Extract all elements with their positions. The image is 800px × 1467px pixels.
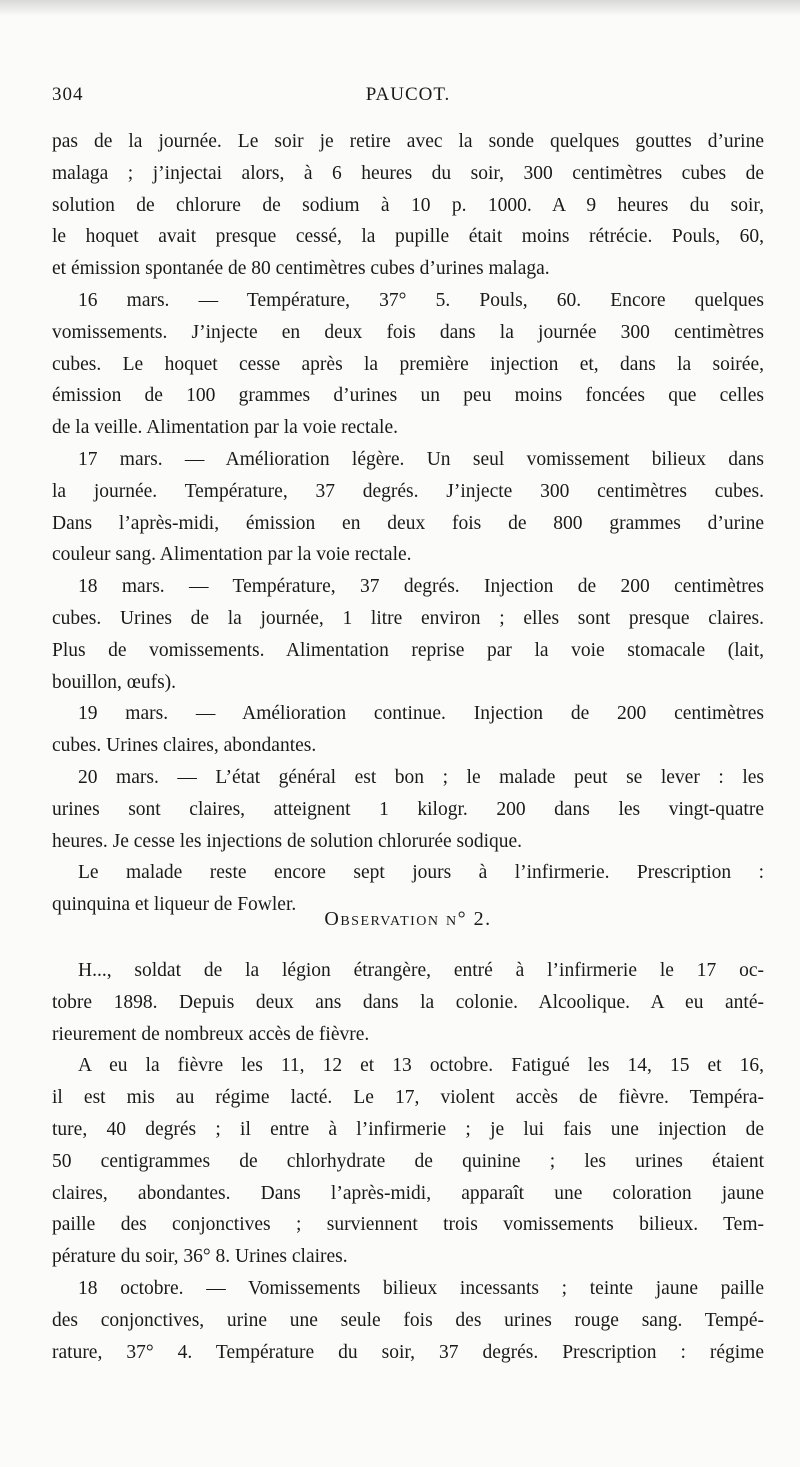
- text-line: le hoquet avait presque cessé, la pupille était moins rétrécie. Pouls, 60,: [52, 226, 764, 248]
- text-line: pas de la journée. Le soir je retire avec la sonde quelques gouttes d’urine: [52, 131, 764, 152]
- text-line: quinquina et liqueur de Fowler.: [52, 894, 297, 916]
- text-line: vomissements. J’injecte en deux fois dans la journée 300 centimètres: [52, 321, 764, 343]
- text-line: bouillon, œufs).: [52, 671, 177, 693]
- text-line: Plus de vomissements. Alimentation reprise par la voie stomacale (lait,: [52, 639, 764, 661]
- text-line: claires, abondantes. Dans l’après-midi, apparaît une coloration jaune: [52, 1182, 764, 1204]
- text-line: tobre 1898. Depuis deux ans dans la colonie. Alcoolique. A eu anté-: [52, 991, 764, 1013]
- text-line: rature, 37° 4. Température du soir, 37 degrés. Prescription : régime: [52, 1341, 764, 1363]
- text-line: des conjonctives, urine une seule fois des urines rouge sang. Tempé-: [52, 1309, 764, 1331]
- text-line: Dans l’après-midi, émission en deux fois de 800 grammes d’urine: [52, 512, 764, 534]
- text-line: rieurement de nombreux accès de fièvre.: [52, 1023, 370, 1045]
- page-number: 304: [52, 84, 84, 105]
- body-text-observation-two: [52, 955, 764, 1368]
- text-line: 19 mars. — Amélioration continue. Injection de 200 centimètres: [78, 703, 764, 725]
- text-line: il est mis au régime lacté. Le 17, violent accès de fièvre. Tempéra-: [52, 1087, 764, 1109]
- text-line: cubes. Urines de la journée, 1 litre environ ; elles sont presque claires.: [52, 607, 764, 629]
- text-line: heures. Je cesse les injections de solution chlorurée sodique.: [52, 830, 523, 852]
- text-line: couleur sang. Alimentation par la voie rectale.: [52, 544, 412, 566]
- text-line: pérature du soir, 36° 8. Urines claires.: [52, 1246, 348, 1268]
- text-line: émission de 100 grammes d’urines un peu moins foncées que celles: [52, 385, 764, 407]
- text-line: malaga ; j’injectai alors, à 6 heures du soir, 300 centimètres cubes de: [52, 162, 764, 184]
- page-top-edge: [0, 0, 800, 16]
- text-line: 50 centigrammes de chlorhydrate de quinine ; les urines étaient: [52, 1150, 764, 1172]
- text-line: 16 mars. — Température, 37° 5. Pouls, 60. Encore quelques: [78, 289, 764, 311]
- text-line: Le malade reste encore sept jours à l’infirmerie. Prescription :: [78, 862, 764, 884]
- text-line: paille des conjonctives ; surviennent trois vomissements bilieux. Tem-: [52, 1214, 764, 1236]
- text-line: A eu la fièvre les 11, 12 et 13 octobre. Fatigué les 14, 15 et 16,: [78, 1055, 764, 1077]
- section-heading: Observation n° 2.: [324, 908, 492, 930]
- text-line: solution de chlorure de sodium à 10 p. 1000. A 9 heures du soir,: [52, 194, 764, 216]
- text-line: cubes. Urines claires, abondantes.: [52, 735, 317, 757]
- text-line: cubes. Le hoquet cesse après la première injection et, dans la soirée,: [52, 353, 764, 375]
- text-line: 18 octobre. — Vomissements bilieux incessants ; teinte jaune paille: [78, 1277, 764, 1299]
- text-line: 17 mars. — Amélioration légère. Un seul vomissement bilieux dans: [78, 448, 764, 470]
- text-line: 20 mars. — L’état général est bon ; le malade peut se lever : les: [78, 766, 764, 788]
- body-text-observation-one: [52, 126, 764, 921]
- text-line: ture, 40 degrés ; il entre à l’infirmerie ; je lui fais une injection de: [52, 1118, 764, 1140]
- page-header: [52, 84, 764, 110]
- text-line: la journée. Température, 37 degrés. J’injecte 300 centimètres cubes.: [52, 480, 764, 502]
- running-head: PAUCOT.: [365, 84, 451, 105]
- text-line: H..., soldat de la légion étrangère, entré à l’infirmerie le 17 oc-: [78, 960, 764, 981]
- text-line: 18 mars. — Température, 37 degrés. Injection de 200 centimètres: [78, 576, 764, 598]
- text-line: urines sont claires, atteignent 1 kilogr. 200 dans les vingt-quatre: [52, 798, 764, 820]
- text-line: et émission spontanée de 80 centimètres cubes d’urines malaga.: [52, 258, 550, 280]
- text-line: de la veille. Alimentation par la voie rectale.: [52, 417, 398, 439]
